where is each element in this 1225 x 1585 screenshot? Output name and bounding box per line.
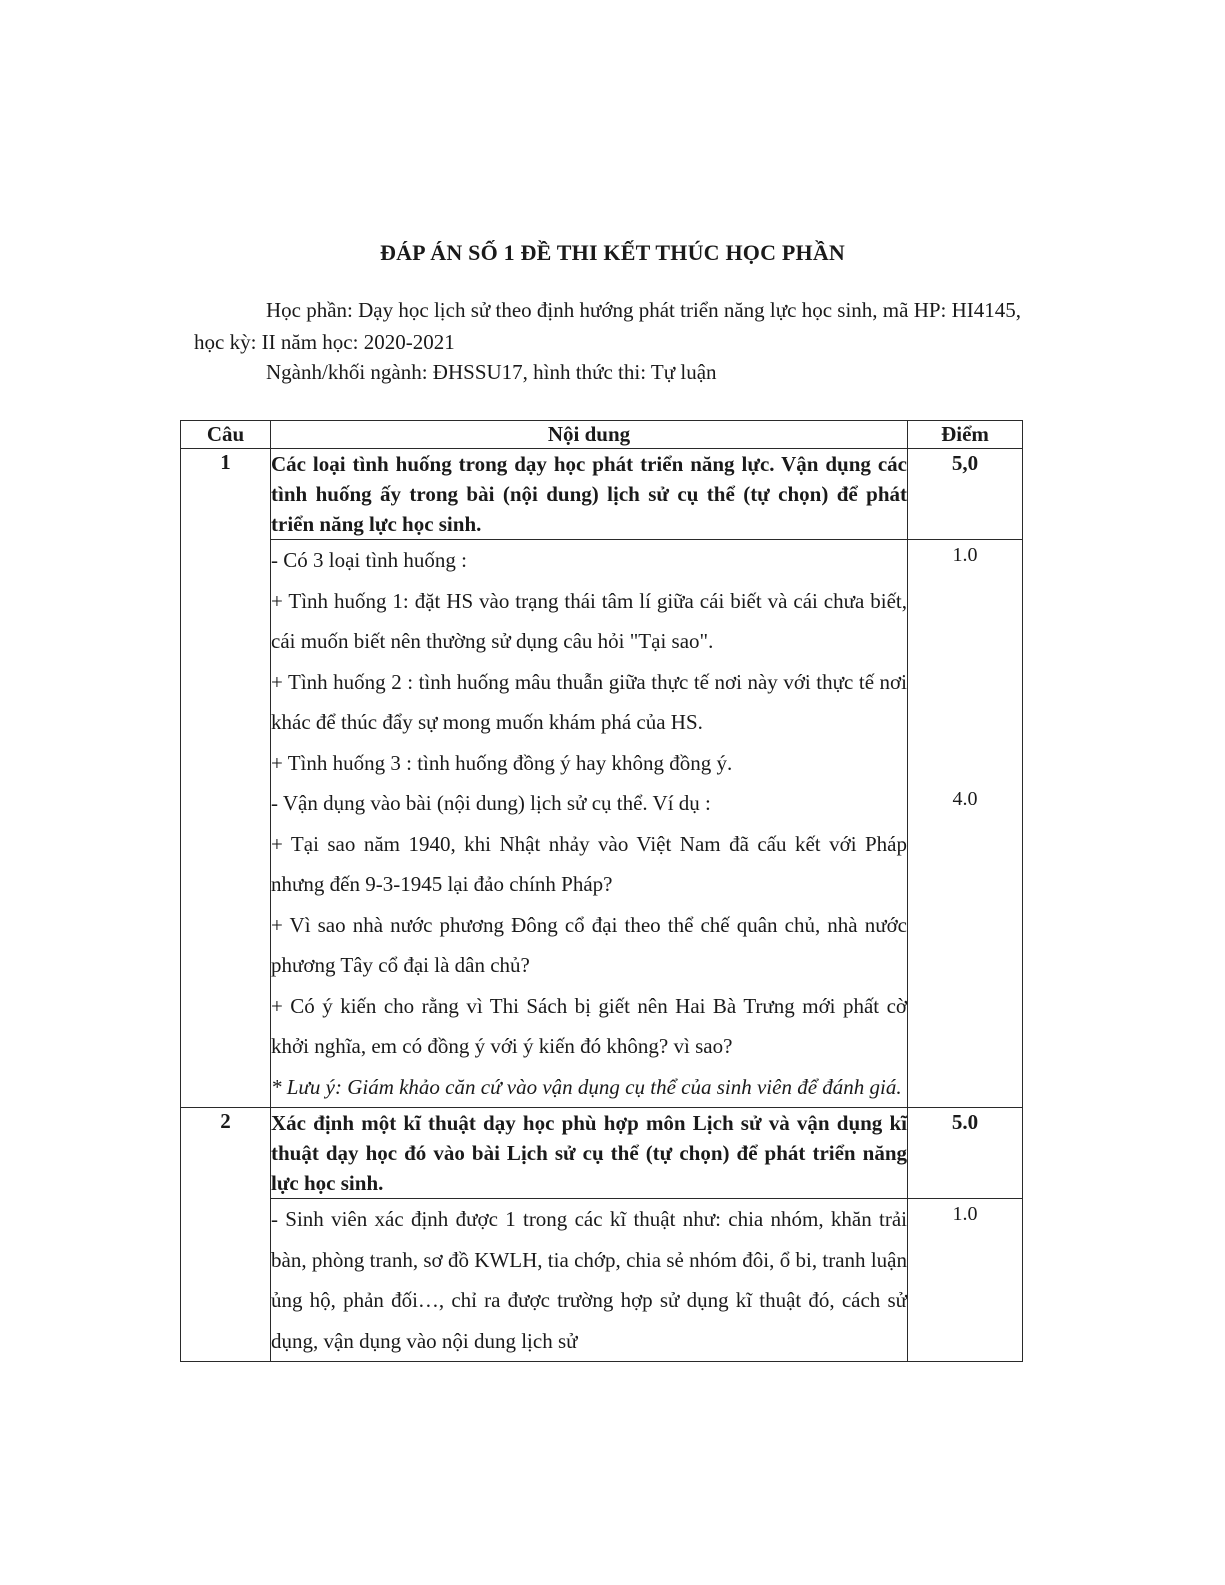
sub-points: 1.0 (952, 544, 978, 566)
answer-line: + Tại sao năm 1940, khi Nhật nhảy vào Việt Nam đã cấu kết với Pháp nhưng đến 9-3-1945 lại đảo chính Pháp? (271, 831, 907, 896)
page-title: ĐÁP ÁN SỐ 1 ĐỀ THI KẾT THÚC HỌC PHẦN (380, 240, 845, 265)
sub-points: 4.0 (952, 788, 978, 810)
header-points: Điểm (908, 421, 1023, 449)
answer-line: - Vận dụng vào bài (nội dung) lịch sử cụ thể. Ví dụ : (271, 791, 711, 815)
answer-points (908, 1199, 1023, 1362)
question-number: 2 (181, 1108, 271, 1362)
answer-table (180, 420, 1023, 1362)
answer-points (908, 540, 1023, 1108)
answer-line: - Có 3 loại tình huống : (271, 548, 467, 572)
answer-content (271, 1199, 908, 1362)
answer-line: + Vì sao nhà nước phương Đông cổ đại theo thể chế quân chủ, nhà nước phương Tây cổ đại là dân chủ? (271, 912, 907, 977)
question-text: Các loại tình huống trong dạy học phát triển năng lực. Vận dụng các tình huống ấy trong bài (nội dung) lịch sử cụ thể (tự chọn) để phát triển năng lực học sinh. (271, 449, 908, 540)
answer-line: - Sinh viên xác định được 1 trong các kĩ thuật như: chia nhóm, khăn trải bàn, phòng tranh, sơ đồ KWLH, tia chớp, chia sẻ nhóm đôi, ổ bi, tranh luận ủng hộ, phản đối…, chỉ ra được trường hợp sử dụng kĩ thuật đó, cách sử dụng, vận dụng vào nội dung lịch sử (271, 1207, 907, 1353)
course-info: Học phần: Dạy học lịch sử theo định hướng phát triển năng lực học sinh, mã HP: HI4145, học kỳ: II năm học: 2020-2021 (194, 298, 1022, 354)
question-row-2 (181, 1108, 1023, 1199)
header-content: Nội dung (271, 421, 908, 449)
answer-line: + Tình huống 2 : tình huống mâu thuẫn giữa thực tế nơi này với thực tế nơi khác để thúc đẩy sự mong muốn khám phá của HS. (271, 669, 907, 734)
question-points: 5,0 (908, 449, 1023, 540)
grading-note: * Lưu ý: Giám khảo căn cứ vào vận dụng cụ thể của sinh viên để đánh giá. (271, 1074, 902, 1099)
answer-content (271, 540, 908, 1108)
answer-line: + Tình huống 1: đặt HS vào trạng thái tâm lí giữa cái biết và cái chưa biết, cái muốn biết nên thường sử dụng câu hỏi "Tại sao". (271, 588, 907, 653)
answer-line: + Có ý kiến cho rằng vì Thi Sách bị giết nên Hai Bà Trưng mới phất cờ khởi nghĩa, em có đồng ý với ý kiến đó không? vì sao? (271, 993, 907, 1058)
answer-line: + Tình huống 3 : tình huống đồng ý hay không đồng ý. (271, 750, 733, 775)
major-info: Ngành/khối ngành: ĐHSSU17, hình thức thi: Tự luận (266, 360, 717, 384)
header-question: Câu (181, 421, 271, 449)
question-number: 1 (181, 449, 271, 1108)
question-text: Xác định một kĩ thuật dạy học phù hợp môn Lịch sử và vận dụng kĩ thuật dạy học đó vào bài Lịch sử cụ thể (tự chọn) để phát triển năng lực học sinh. (271, 1108, 908, 1199)
table-header-row (181, 421, 1023, 449)
sub-points: 1.0 (952, 1203, 978, 1225)
answer-row-2 (181, 1199, 1023, 1362)
question-points: 5.0 (908, 1108, 1023, 1199)
answer-row-1 (181, 540, 1023, 1108)
question-row-1 (181, 449, 1023, 540)
